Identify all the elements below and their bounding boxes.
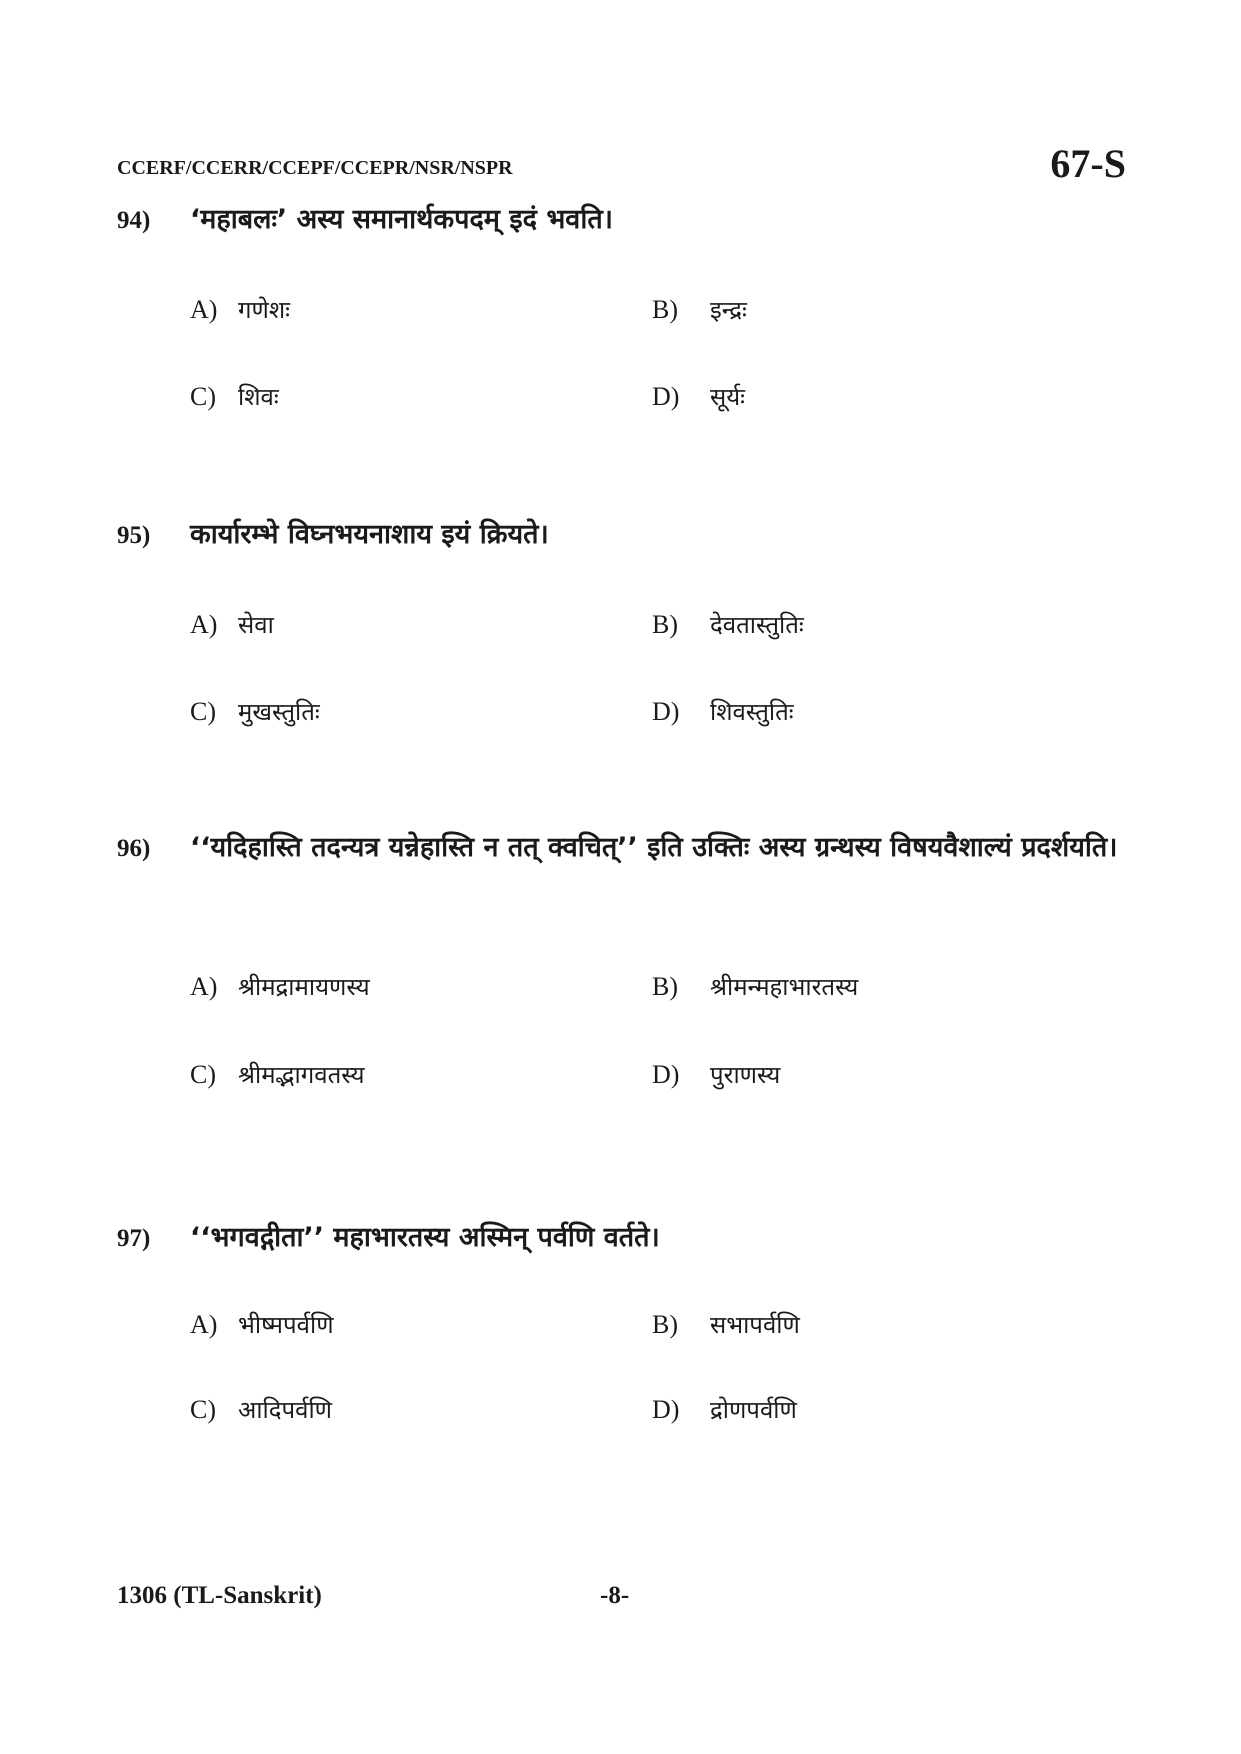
question-94-option-b[interactable] [652, 293, 747, 326]
option-letter: D) [652, 697, 680, 726]
question-95-text: कार्यारम्भे विघ्नभयनाशाय इयं क्रियते। [190, 519, 549, 550]
option-text: इन्द्रः [710, 296, 747, 324]
option-letter: A) [190, 1310, 218, 1339]
option-letter: C) [190, 1060, 216, 1089]
series-code: CCERF/CCERR/CCEPF/CCEPR/NSR/NSPR [117, 157, 513, 179]
question-96-text: ‘‘यदिहास्ति तदन्यत्र यन्नेहास्ति न तत् क्वचित्’’ इति उक्तिः अस्य ग्रन्थस्य विषयवैशाल्यं प्रदर्शयति। [190, 832, 1118, 863]
question-96-option-c[interactable] [190, 1058, 365, 1091]
question-94-number: 94) [117, 207, 151, 234]
option-text: आदिपर्वणि [238, 1396, 333, 1424]
option-text: भीष्मपर्वणि [238, 1311, 334, 1339]
question-96-option-d[interactable] [652, 1058, 780, 1091]
question-95-option-c[interactable] [190, 695, 320, 728]
option-text: श्रीमद्भागवतस्य [238, 1061, 365, 1089]
option-letter: C) [190, 382, 216, 411]
booklet-code: 1306 (TL-Sanskrit) [117, 1582, 322, 1609]
option-text: सेवा [238, 611, 274, 639]
option-text: द्रोणपर्वणि [710, 1396, 797, 1424]
paper-code: 67-S [1050, 141, 1126, 186]
option-letter: C) [190, 1395, 216, 1424]
question-94-option-c[interactable] [190, 380, 279, 413]
option-text: सभापर्वणि [710, 1311, 800, 1339]
option-letter: D) [652, 382, 680, 411]
question-94-option-a[interactable] [190, 293, 290, 326]
option-text: श्रीमन्महाभारतस्य [710, 973, 859, 1001]
option-letter: B) [652, 295, 678, 324]
question-94-text: ‘महाबलः’ अस्य समानार्थकपदम् इदं भवति। [190, 204, 613, 235]
option-text: श्रीमद्रामायणस्य [238, 973, 370, 1001]
question-96-option-a[interactable] [190, 970, 370, 1003]
question-97-option-a[interactable] [190, 1308, 334, 1341]
question-97-option-c[interactable] [190, 1393, 332, 1426]
question-96-number: 96) [117, 835, 151, 862]
option-text: शिवस्तुतिः [710, 698, 794, 726]
page-number: -8- [600, 1582, 630, 1609]
option-letter: A) [190, 972, 218, 1001]
option-letter: D) [652, 1060, 680, 1089]
option-letter: A) [190, 295, 218, 324]
option-letter: A) [190, 610, 218, 639]
question-96-option-b[interactable] [652, 970, 858, 1003]
option-text: पुराणस्य [710, 1061, 781, 1089]
option-text: देवतास्तुतिः [710, 611, 804, 639]
option-letter: B) [652, 1310, 678, 1339]
question-95-number: 95) [117, 522, 151, 549]
question-94-option-d[interactable] [652, 380, 745, 413]
question-97-number: 97) [117, 1225, 151, 1252]
option-letter: B) [652, 972, 678, 1001]
option-text: गणेशः [238, 296, 291, 324]
option-text: मुखस्तुतिः [238, 698, 320, 726]
option-letter: D) [652, 1395, 680, 1424]
option-text: शिवः [238, 383, 279, 411]
question-97-option-b[interactable] [652, 1308, 800, 1341]
question-95-option-a[interactable] [190, 608, 274, 641]
question-95-option-b[interactable] [652, 608, 804, 641]
question-95-option-d[interactable] [652, 695, 794, 728]
option-letter: B) [652, 610, 678, 639]
question-97-option-d[interactable] [652, 1393, 797, 1426]
option-text: सूर्यः [710, 383, 745, 411]
option-letter: C) [190, 697, 216, 726]
question-97-text: ‘‘भगवद्गीता’’ महाभारतस्य अस्मिन् पर्वणि वर्तते। [190, 1222, 660, 1253]
